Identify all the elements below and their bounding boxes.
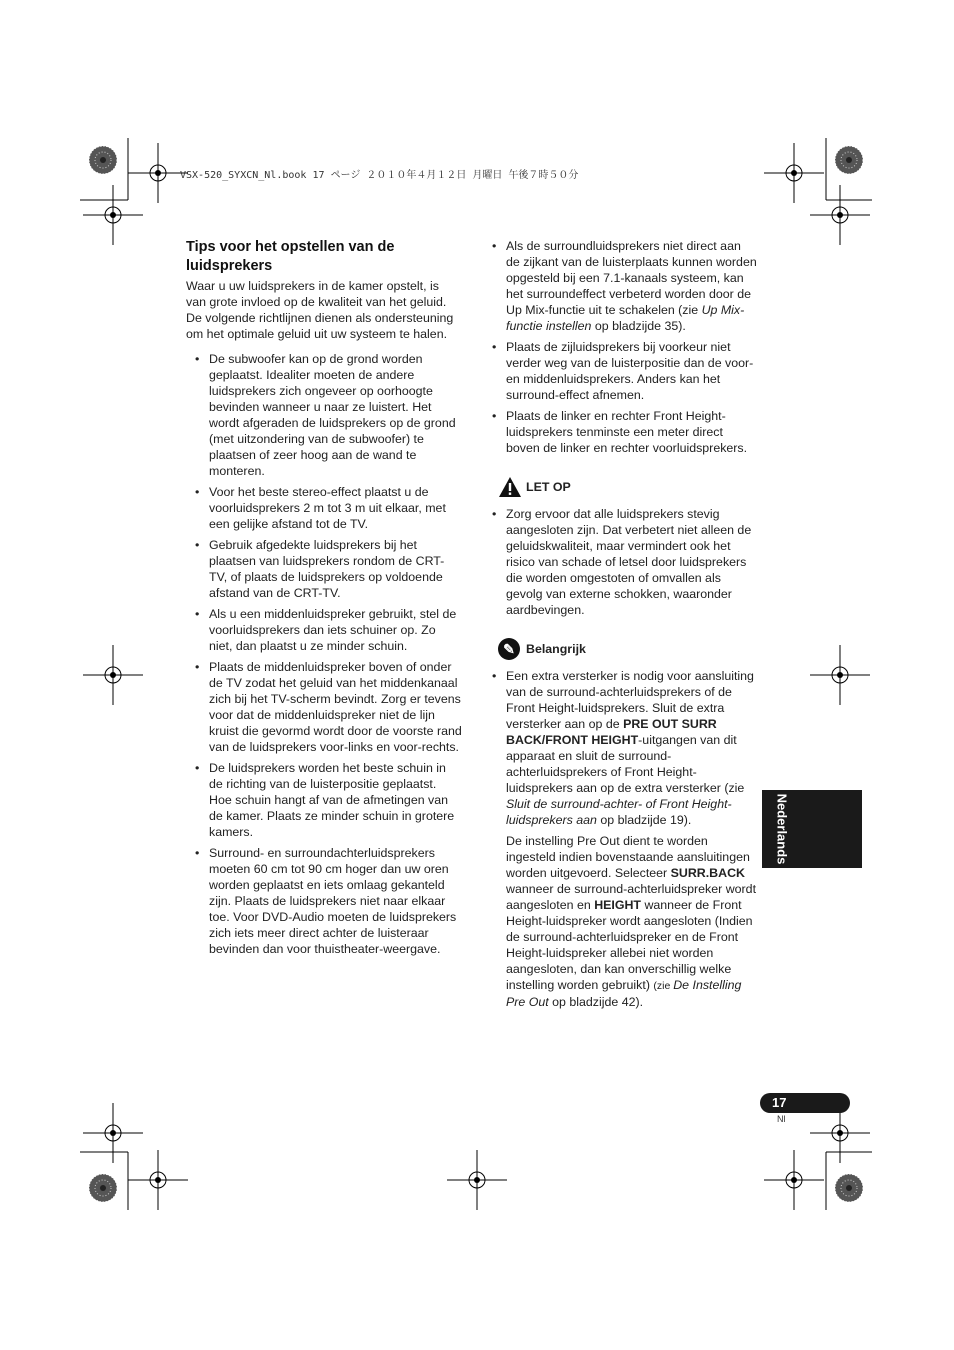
tips-list	[195, 351, 462, 957]
intro-paragraph: Waar u uw luidsprekers in de kamer opstelt, is van grote invloed op de kwaliteit van het geluid. De volgende richtlijnen dienen als ondersteuning om het optimale geluid uit uw systeem te halen.	[186, 279, 454, 341]
pre-out-paragraph: De instelling Pre Out dient te worden ingesteld indien bovenstaande aansluitingen worden uitgevoerd. Selecteer SURR.BACK wanneer de surround-achterluidspreker wordt aangesloten en HEIGHT wanneer de Front Height-luidspreker wordt aangesloten (Indien de surround-achterluidspreker en de Front Height-luidspreker allebei niet worden aangesloten, dan kan onverschillig welke instelling worden gebruikt) (zie De Instelling Pre Out op bladzijde 42).	[506, 834, 757, 1009]
page-number-badge	[760, 1093, 850, 1113]
list-item: • Gebruik afgedekte luidsprekers bij het plaatsen van luidsprekers rondom de CRT-TV, of plaats de luidsprekers op voldoende afstand van de CRT-TV.	[195, 537, 462, 601]
list-item: • Een extra versterker is nodig voor aansluiting van de surround-achterluidsprekers of de Front Height-luidsprekers. Sluit de extra versterker aan op de PRE OUT SURR BACK/FRONT HEIGHT-uitgangen van dit apparaat en sluit de surround-achterluidsprekers of Front Height-luidsprekers aan op de extra versterker (zie Sluit de surround-achter- of Front Height-luidsprekers aan op bladzijde 19).	[492, 668, 758, 828]
language-label: Nederlands	[774, 793, 790, 865]
warning-icon	[498, 476, 522, 498]
list-item: • Zorg ervoor dat alle luidsprekers stevig aangesloten zijn. Dat verbetert niet alleen de geluidskwaliteit, maar vermindert ook het risico van schade of letsel door luidsprekers die worden omgestoten of omvallen als gevolg van externe schokken, waaronder aardbevingen.	[492, 506, 758, 618]
page-language-code: Nl	[777, 1114, 786, 1124]
list-item: • Plaats de linker en rechter Front Height-luidsprekers tenminste een meter direct boven de linker en rechter voorluidsprekers.	[492, 408, 758, 456]
left-column	[186, 238, 462, 962]
right-column	[492, 238, 758, 1014]
caution-title: LET OP	[526, 480, 571, 494]
list-item: • Als u een middenluidspreker gebruikt, stel de voorluidsprekers dan iets schuiner op. Zo niet, dan plaatst u ze minder schuin.	[195, 606, 462, 654]
caution-header	[498, 476, 758, 498]
list-item: • Plaats de zijluidsprekers bij voorkeur niet verder weg van de luisterpositie dan de voor- en middenluidsprekers. Anders kan het surround-effect afnemen.	[492, 339, 758, 403]
tips-list-continued	[492, 238, 758, 456]
list-item: • De luidsprekers worden het beste schuin in de richting van de luisterpositie geplaatst. Hoe schuin hangt af van de afmetingen van de kamer. Plaats ze minder schuin in grotere kamers.	[195, 760, 462, 840]
book-file-info: VSX-520_SYXCN_Nl.book 17 ページ ２０１０年４月１２日 月曜日 午後７時５０分	[180, 170, 579, 181]
page-number: 17	[772, 1095, 787, 1110]
list-item: • Plaats de middenluidspreker boven of onder de TV zodat het geluid van het middenkanaal zich bij het TV-scherm bevindt. Zorg er tevens voor dat de middenluidspreker niet de lijn kruist die gevormd wordt door de voorste rand van de luidsprekers voor-links en voor-rechts.	[195, 659, 462, 755]
caution-list	[492, 506, 758, 618]
list-item: • De subwoofer kan op de grond worden geplaatst. Idealiter moeten de andere luidsprekers zich ongeveer op oorhoogte bevinden wanneer u naar ze luistert. Het wordt afgeraden de luidsprekers op de grond (met uitzondering van de subwoofer) te plaatsen of zeer hoog aan de wand te monteren.	[195, 351, 462, 479]
important-title: Belangrijk	[526, 642, 586, 656]
list-item: • Als de surroundluidsprekers niet direct aan de zijkant van de luisterplaats kunnen worden opgesteld bij een 7.1-kanaals systeem, kan het surroundeffect verbeterd worden door de Up Mix-functie uit te schakelen (zie Up Mix-functie instellen op bladzijde 35).	[492, 238, 758, 334]
important-header	[498, 638, 758, 660]
language-side-tab	[762, 790, 862, 868]
list-item: • Voor het beste stereo-effect plaatst u de voorluidsprekers 2 m tot 3 m uit elkaar, met een gelijke afstand tot de TV.	[195, 484, 462, 532]
section-heading: Tips voor het opstellen van de luidsprekers	[186, 239, 395, 274]
list-item: • Surround- en surroundachterluidsprekers moeten 60 cm tot 90 cm hoger dan uw oren worden geplaatst en iets omlaag gekanteld zijn. Plaats de luidsprekers niet naar elkaar toe. Voor DVD-Audio moeten de luidsprekers zich iets meer direct achter de luisteraar bevinden dan voor thuistheater-weergave.	[195, 845, 462, 957]
important-list	[492, 668, 758, 828]
important-note-icon: ✎	[498, 638, 520, 660]
